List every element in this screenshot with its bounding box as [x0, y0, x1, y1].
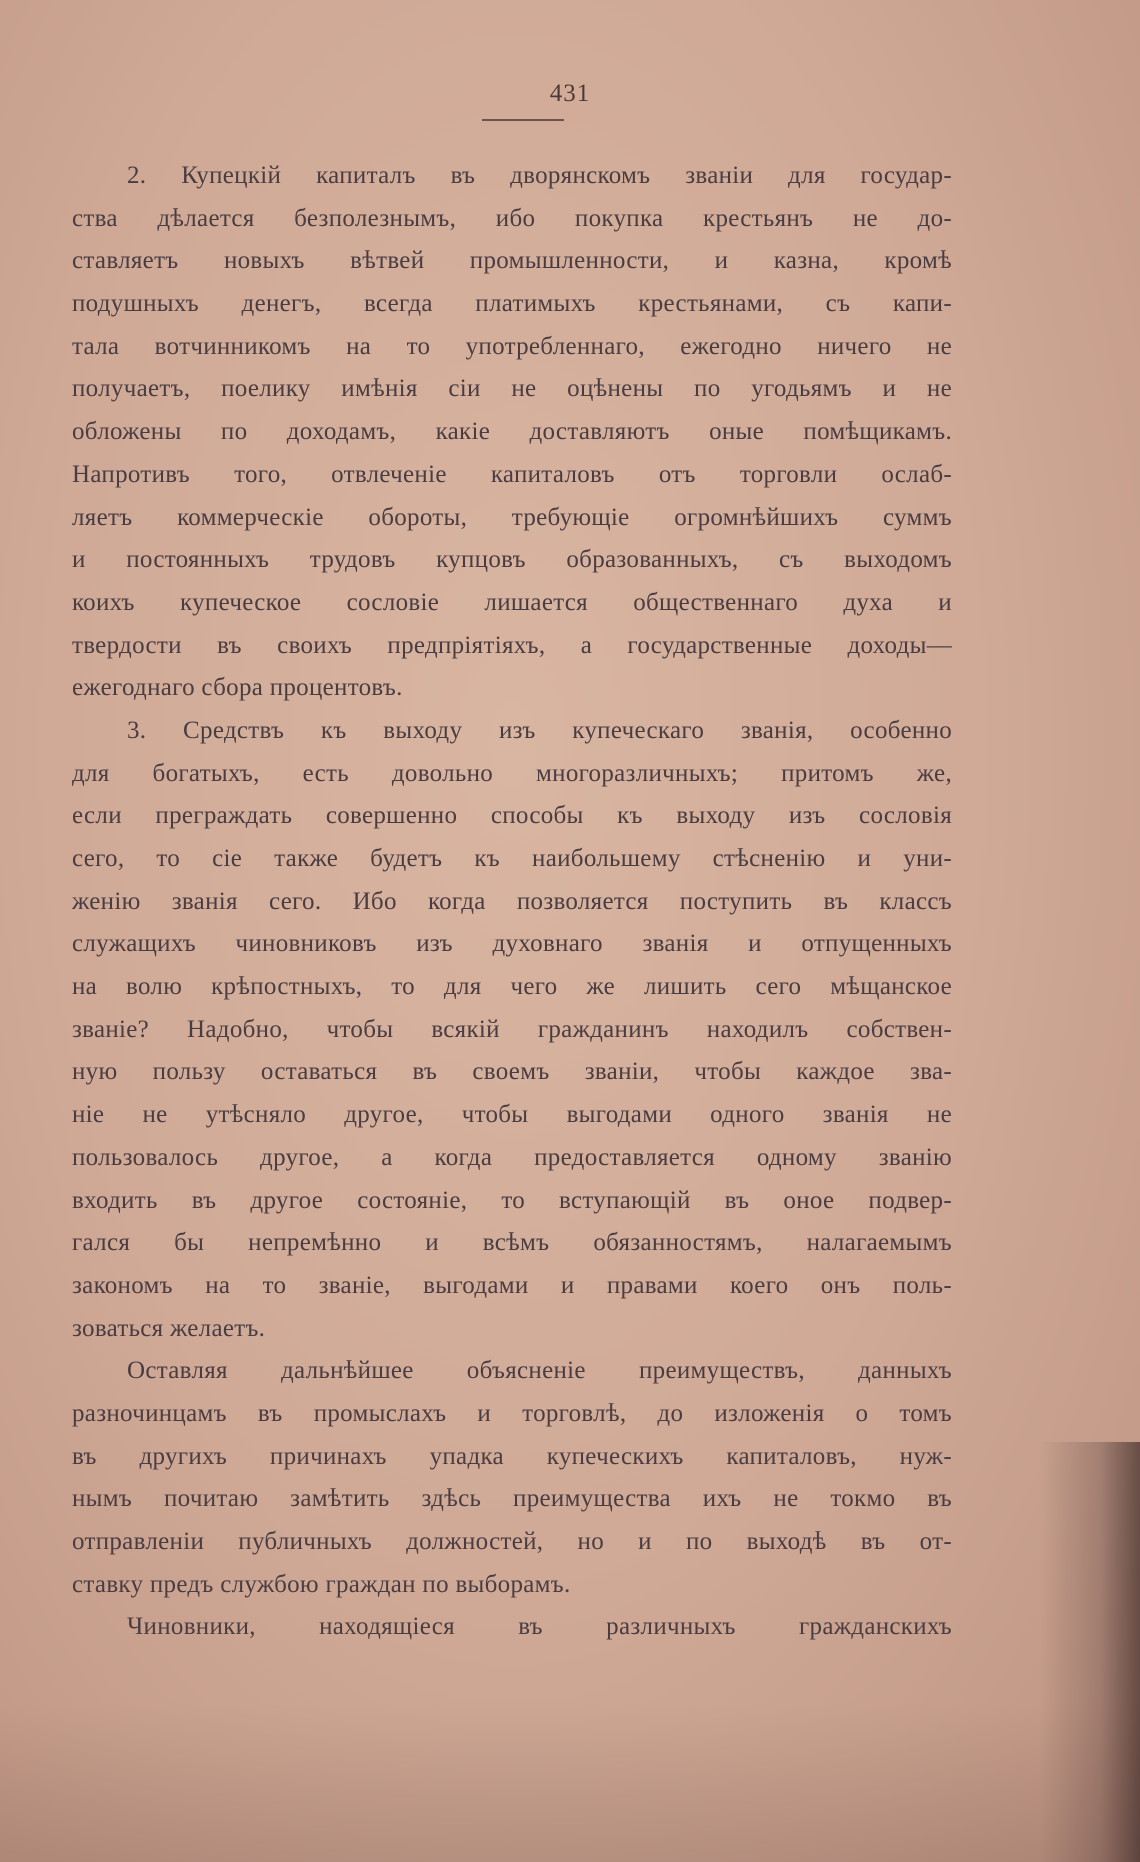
text-line: зоваться желаетъ.: [72, 1314, 266, 1342]
text-line: сего, то сіе также будетъ къ наибольшему стѣсненію и уни-: [72, 845, 952, 872]
text-line: пользовалось другое, а когда предоставляется одному званію: [72, 1143, 952, 1171]
text-line: 2. Купецкій капиталъ въ дворянскомъ званіи для государ-: [127, 162, 952, 189]
text-line: ставляетъ новыхъ вѣтвей промышленности, и казна, кромѣ: [72, 247, 952, 275]
text-line: ляетъ коммерческіе обороты, требующіе огромнѣйшихъ суммъ: [72, 503, 952, 531]
text-line: женію званія сего. Ибо когда позволяется поступить въ классъ: [72, 887, 952, 915]
text-line: и постоянныхъ трудовъ купцовъ образованныхъ, съ выходомъ: [72, 546, 952, 574]
page-number-rule: [482, 119, 564, 121]
text-line: для богатыхъ, есть довольно многоразличныхъ; притомъ же,: [72, 759, 952, 787]
page-number: 431: [549, 80, 591, 107]
text-line: отправленіи публичныхъ должностей, но и по выходѣ въ от-: [72, 1528, 952, 1555]
text-line: ежегоднаго сбора процентовъ.: [72, 674, 403, 702]
text-line: разночинцамъ въ промыслахъ и торговлѣ, до изложенія о томъ: [72, 1399, 952, 1427]
text-line: закономъ на то званіе, выгодами и правами коего онъ поль-: [72, 1271, 952, 1299]
text-line: званіе? Надобно, чтобы всякій гражданинъ находилъ собствен-: [72, 1015, 952, 1043]
text-line: Чиновники, находящіеся въ различныхъ гражданскихъ: [127, 1613, 952, 1641]
text-line: служащихъ чиновниковъ изъ духовнаго званія и отпущенныхъ: [72, 930, 952, 958]
text-line: ставку предъ службою граждан по выборамъ.: [72, 1570, 571, 1598]
text-line: ную пользу оставаться въ своемъ званіи, чтобы каждое зва-: [72, 1058, 952, 1086]
binding-shadow: [1040, 1442, 1140, 1862]
text-line: если преграждать совершенно способы къ выходу изъ сословія: [72, 802, 952, 830]
text-line: твердости въ своихъ предпріятіяхъ, а государственные доходы—: [72, 631, 952, 659]
text-line: входить въ другое состояніе, то вступающій въ оное подвер-: [72, 1186, 952, 1214]
text-line: подушныхъ денегъ, всегда платимыхъ крестьянами, съ капи-: [72, 290, 952, 318]
text-line: ства дѣлается безполезнымъ, ибо покупка крестьянъ не до-: [72, 204, 952, 232]
text-line: получаетъ, поелику имѣнія сіи не оцѣнены по угодьямъ и не: [72, 375, 952, 403]
text-line: коихъ купеческое сословіе лишается общественнаго духа и: [72, 588, 952, 616]
text-line: обложены по доходамъ, какіе доставляютъ оные помѣщикамъ.: [72, 418, 952, 446]
text-line: гался бы непремѣнно и всѣмъ обязанностямъ, налагаемымъ: [72, 1229, 952, 1257]
text-line: Напротивъ того, отвлеченіе капиталовъ отъ торговли ослаб-: [72, 460, 952, 488]
text-line: нымъ почитаю замѣтить здѣсь преимущества ихъ не токмо въ: [72, 1485, 952, 1513]
page-bottom-shadow: [0, 1702, 1140, 1862]
body-text: [72, 155, 952, 1649]
text-line: въ другихъ причинахъ упадка купеческихъ капиталовъ, нуж-: [72, 1442, 952, 1470]
text-line: ніе не утѣсняло другое, чтобы выгодами одного званія не: [72, 1101, 952, 1129]
text-line: 3. Средствъ къ выходу изъ купеческаго званія, особенно: [127, 716, 952, 744]
text-line: тала вотчинникомъ на то употребленнаго, ежегодно ничего не: [72, 332, 952, 360]
text-line: на волю крѣпостныхъ, то для чего же лишить сего мѣщанское: [72, 973, 952, 1001]
text-line: Оставляя дальнѣйшее объясненіе преимуществъ, данныхъ: [127, 1357, 952, 1385]
